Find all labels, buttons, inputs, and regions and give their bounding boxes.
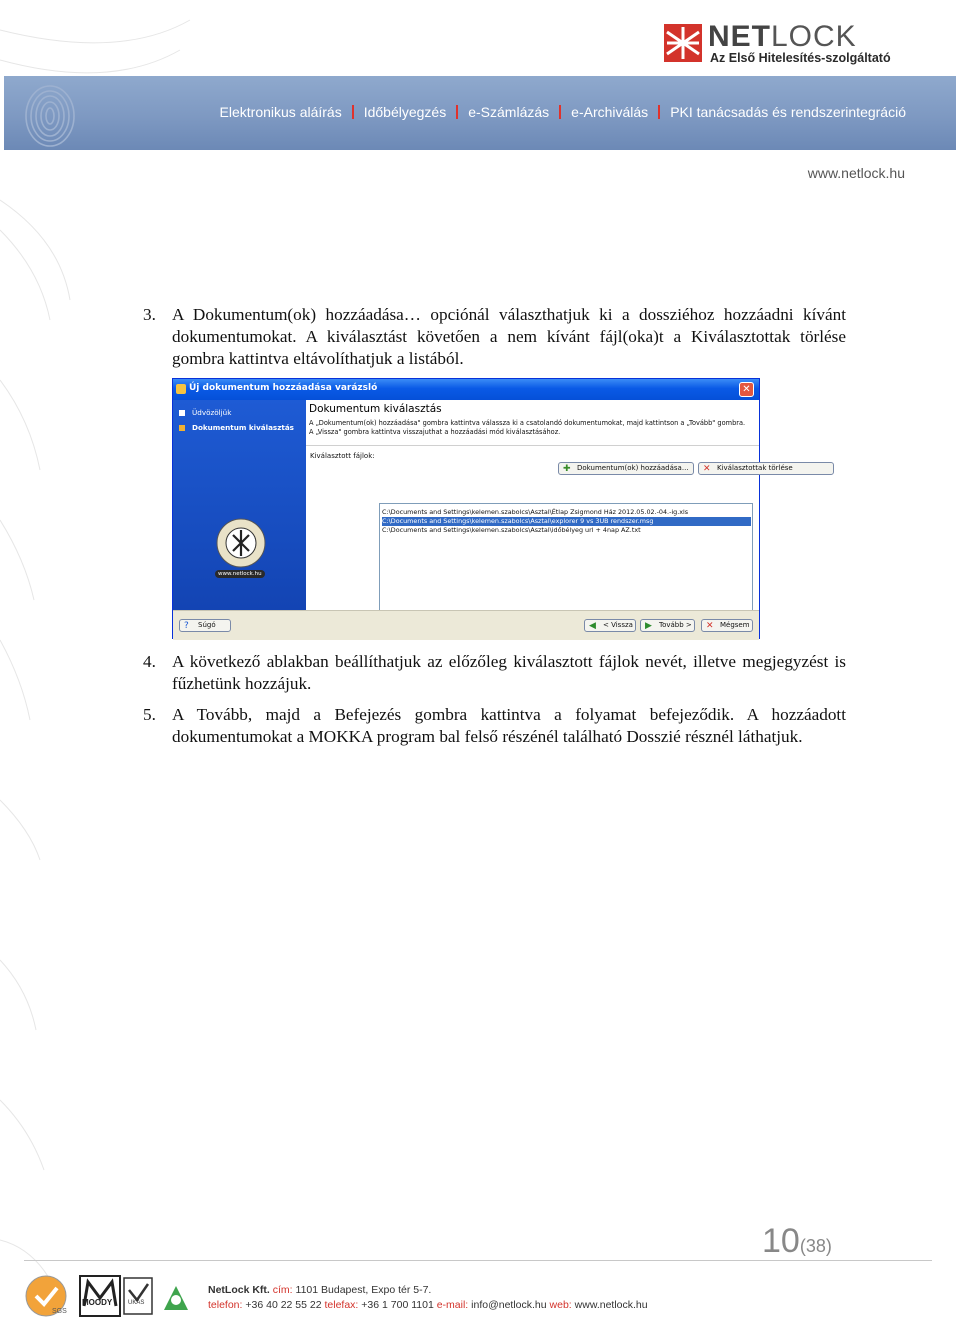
footer-divider <box>24 1260 932 1261</box>
content-heading: Dokumentum kiválasztás <box>309 403 442 415</box>
back-arrow-icon: ◀ <box>589 621 596 631</box>
nav-item-pki[interactable]: PKI tanácsadás és rendszerintegráció <box>670 104 906 120</box>
help-icon: ? <box>184 621 189 631</box>
item-number: 4. <box>143 652 156 671</box>
header-nav <box>220 104 906 120</box>
badge-label-sgs: SGS <box>52 1308 67 1315</box>
certification-badges <box>24 1274 204 1318</box>
fax-value: +36 1 700 1101 <box>361 1299 434 1311</box>
nav-separator <box>456 105 458 119</box>
step-marker-active-icon <box>179 425 185 431</box>
address-label: cím: <box>272 1284 293 1296</box>
file-row-selected[interactable]: C:\Documents and Settings\kelemen.szabolcs\Asztal\explorer 9 vs 3UB rendszer.msg <box>382 517 751 526</box>
dialog-title: Új dokumentum hozzáadása varázsló <box>189 383 378 393</box>
selected-files-list[interactable] <box>379 503 753 620</box>
wizard-dialog-screenshot <box>172 378 793 639</box>
close-icon[interactable]: ✕ <box>739 382 754 397</box>
nav-separator <box>559 105 561 119</box>
delete-icon: ✕ <box>703 464 711 474</box>
logo-tagline: Az Első Hitelesítés-szolgáltató <box>710 51 891 65</box>
add-documents-button[interactable]: ✚ Dokumentum(ok) hozzáadása... <box>558 462 694 475</box>
back-button[interactable]: ◀ < Vissza <box>584 619 636 632</box>
file-row[interactable]: C:\Documents and Settings\kelemen.szabolcs\Asztal\Étlap Zsigmond Ház 2012.05.02.-04.-ig.xls <box>382 508 689 516</box>
nav-item-earchive[interactable]: e-Archiválás <box>571 104 649 120</box>
next-button[interactable]: ▶ Tovább > <box>640 619 695 632</box>
next-arrow-icon: ▶ <box>645 621 652 631</box>
nav-separator <box>658 105 660 119</box>
step-marker-icon <box>179 410 185 416</box>
item-number: 3. <box>143 305 156 324</box>
wizard-sidebar <box>173 400 306 610</box>
logo-name-bold: NET <box>708 20 771 53</box>
content-description: A „Dokumentum(ok) hozzáadása" gombra kattintva válassza ki a csatolandó dokumentumokat, majd kattintson a „Tovább" gombra. A „Vissza" gombra kattintva visszajuthat a hozzáadási mód kiválasztásához. <box>309 419 746 436</box>
page-number <box>762 1222 832 1261</box>
item-text: A következő ablakban beállíthatjuk az előzőleg kiválasztott fájlok nevét, illetve megjegyzést is fűzhetünk hozzájuk. <box>172 652 846 693</box>
file-row[interactable]: C:\Documents and Settings\kelemen.szabolcs\Asztal\időbélyeg url + 4nap AZ.txt <box>382 526 641 534</box>
add-document-icon: ✚ <box>563 464 571 474</box>
current-page: 10 <box>762 1222 800 1260</box>
web-label: web: <box>549 1299 572 1311</box>
total-pages: (38) <box>799 1236 832 1256</box>
dialog-titlebar <box>173 379 759 400</box>
cancel-button[interactable]: ✕ Mégsem <box>701 619 753 632</box>
item-text: A Tovább, majd a Befejezés gombra kattintva a folyamat befejeződik. A hozzáadott dokumentumokat a MOKKA program bal felső részénél található Dosszié résznél láthatjuk. <box>172 705 846 746</box>
help-button[interactable]: ? Súgó <box>179 619 231 632</box>
web-value[interactable]: www.netlock.hu <box>574 1299 648 1311</box>
contact-line-1 <box>208 1283 648 1298</box>
nav-item-einvoice[interactable]: e-Számlázás <box>468 104 550 120</box>
list-item-5 <box>143 704 846 748</box>
netlock-logo <box>664 22 909 68</box>
seal-url: www.netlock.hu <box>215 570 265 578</box>
nav-separator <box>352 105 354 119</box>
step-document-select: Dokumentum kiválasztás <box>179 423 294 432</box>
wizard-content <box>306 400 793 610</box>
contact-line-2 <box>208 1298 648 1313</box>
fax-label: telefax: <box>324 1299 359 1311</box>
company-name: NetLock Kft. <box>208 1284 270 1296</box>
divider <box>306 445 759 446</box>
selected-files-label: Kiválasztott fájlok: <box>310 452 375 460</box>
header-website[interactable]: www.netlock.hu <box>807 165 905 181</box>
logo-name-light: LOCK <box>771 20 857 53</box>
badge-label-ukas: UKAS <box>128 1300 145 1306</box>
email-label: e-mail: <box>436 1299 469 1311</box>
nav-item-signature[interactable]: Elektronikus aláírás <box>219 104 342 120</box>
netlock-mark-icon <box>664 24 702 62</box>
remove-selected-button[interactable]: ✕ Kiválasztottak törlése <box>698 462 834 475</box>
list-item-3 <box>143 304 846 370</box>
item-number: 5. <box>143 705 156 724</box>
app-icon <box>176 384 186 394</box>
footer-contact <box>208 1283 648 1313</box>
cancel-icon: ✕ <box>706 621 714 631</box>
email-value[interactable]: info@netlock.hu <box>471 1299 547 1311</box>
netlock-seal-icon <box>216 518 266 568</box>
phone-label: telefon: <box>208 1299 243 1311</box>
list-item-4 <box>143 651 846 695</box>
phone-value: +36 40 22 55 22 <box>245 1299 322 1311</box>
item-text: A Dokumentum(ok) hozzáadása… opciónál választhatjuk ki a dossziéhoz hozzáadni kívánt dokumentumokat. A kiválasztást követően a nem kívánt fájl(oka)t a Kiválasztottak törlése gombra kattintva eltávolíthatjuk a listából. <box>172 305 846 368</box>
nav-item-timestamp[interactable]: Időbélyegzés <box>363 104 447 120</box>
badge-label-moody: MOODY <box>82 1298 113 1307</box>
fingerprint-icon <box>18 80 78 148</box>
address-value: 1101 Budapest, Expo tér 5-7. <box>295 1284 432 1296</box>
dialog-button-bar <box>173 610 759 640</box>
step-welcome: Üdvözöljük <box>179 408 231 417</box>
